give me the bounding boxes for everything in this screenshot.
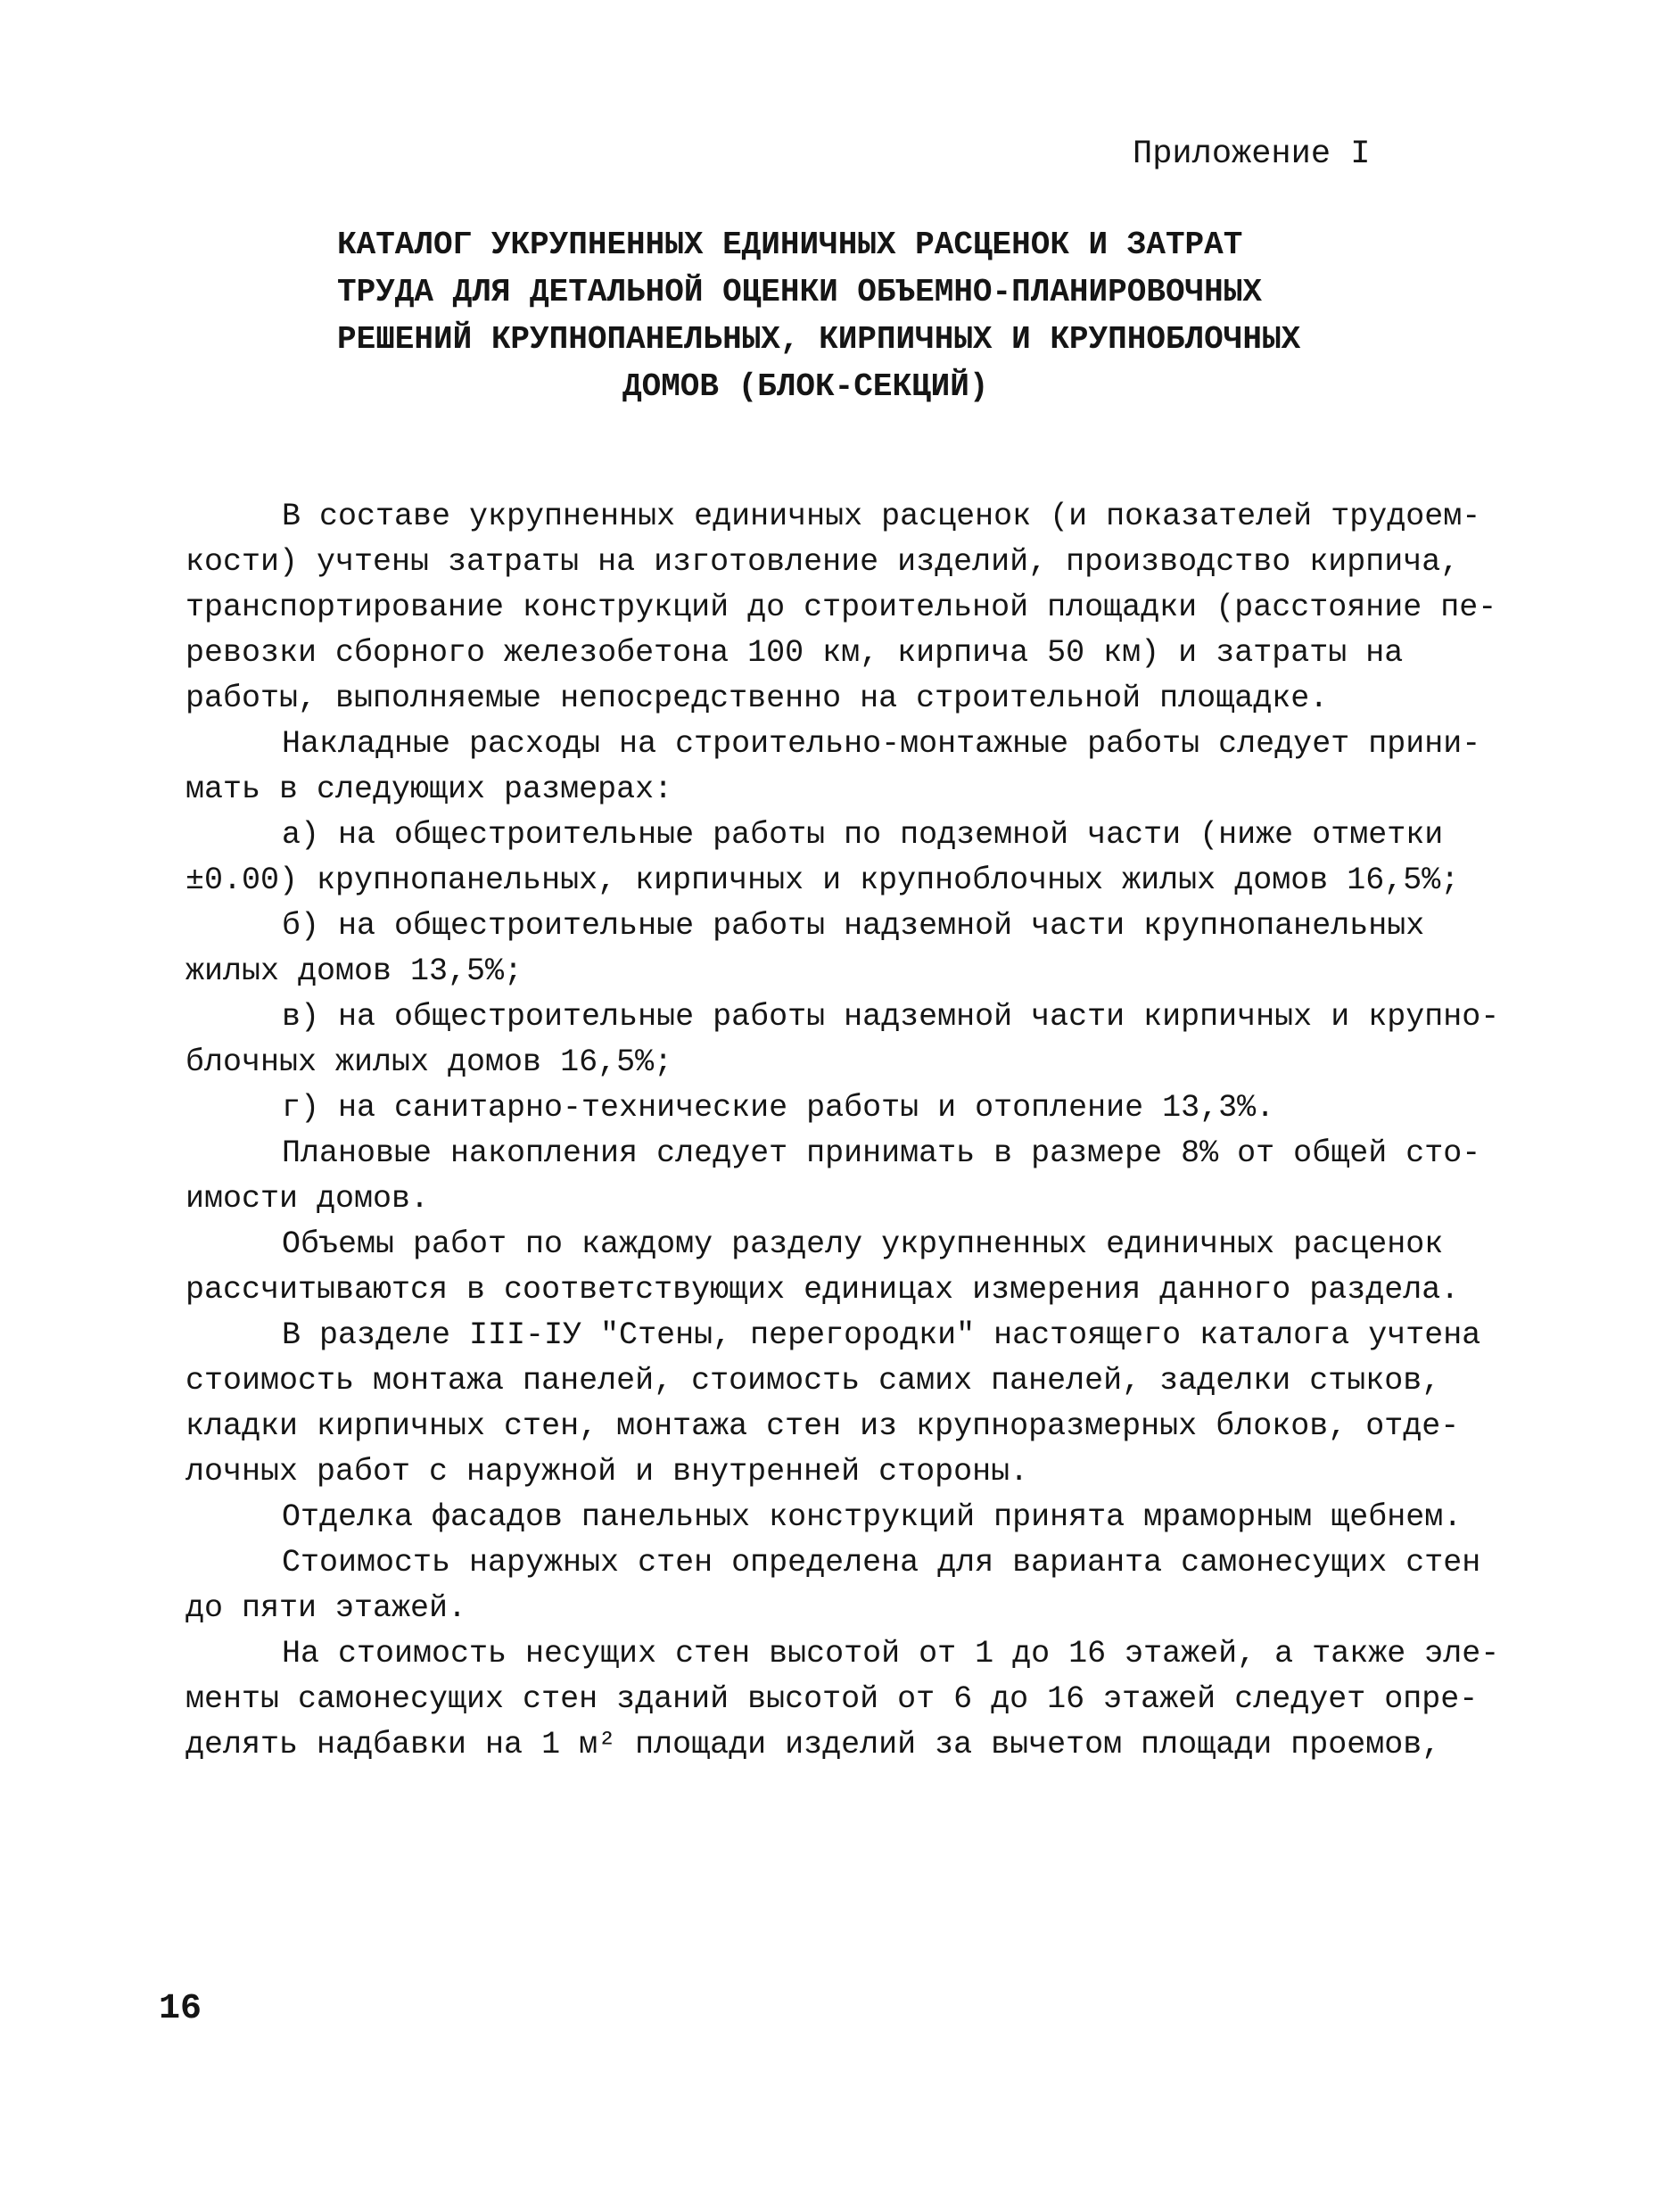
page-number: 16 xyxy=(159,1989,202,2029)
body-line: Стоимость наружных стен определена для варианта самонесущих стен xyxy=(282,1545,1481,1581)
body-line: г) на санитарно-технические работы и отопление 13,3%. xyxy=(282,1090,1275,1126)
body-line: делять надбавки на 1 м² площади изделий за вычетом площади проемов, xyxy=(185,1727,1441,1762)
body-line: В составе укрупненных единичных расценок (и показателей трудоем- xyxy=(282,499,1481,534)
body-line: На стоимость несущих стен высотой от 1 до 16 этажей, а также эле- xyxy=(282,1636,1500,1671)
body-line: рассчитываются в соответствующих единицах измерения данного раздела. xyxy=(185,1272,1460,1308)
appendix-label: Приложение I xyxy=(1133,136,1371,173)
body-line: имости домов. xyxy=(185,1181,430,1217)
body-line: транспортирование конструкций до строительной площадки (расстояние пе- xyxy=(185,590,1497,625)
body-line: ±0.00) крупнопанельных, кирпичных и крупноблочных жилых домов 16,5%; xyxy=(185,863,1460,898)
body-line: стоимость монтажа панелей, стоимость самих панелей, заделки стыков, xyxy=(185,1363,1441,1399)
body-line: мать в следующих размерах: xyxy=(185,772,673,807)
title-line: ДОМОВ (БЛОК-СЕКЦИЙ) xyxy=(622,368,989,405)
title-line: ТРУДА ДЛЯ ДЕТАЛЬНОЙ ОЦЕНКИ ОБЪЕМНО-ПЛАНИРОВОЧНЫХ xyxy=(337,274,1262,310)
body-line: блочных жилых домов 16,5%; xyxy=(185,1044,673,1080)
body-line: Объемы работ по каждому разделу укрупненных единичных расценок xyxy=(282,1226,1444,1262)
body-line: В разделе III-IУ "Стены, перегородки" настоящего каталога учтена xyxy=(282,1317,1481,1353)
body-line: менты самонесущих стен зданий высотой от 6 до 16 этажей следует опре- xyxy=(185,1681,1479,1717)
body-line: лочных работ с наружной и внутренней стороны. xyxy=(185,1454,1029,1490)
body-line: работы, выполняемые непосредственно на строительной площадке. xyxy=(185,681,1329,716)
body-line: а) на общестроительные работы по подземной части (ниже отметки xyxy=(282,817,1444,853)
body-line: кости) учтены затраты на изготовление изделий, производство кирпича, xyxy=(185,544,1460,580)
body-line: Плановые накопления следует принимать в размере 8% от общей сто- xyxy=(282,1135,1481,1171)
body-text xyxy=(185,494,1500,1768)
body-line: в) на общестроительные работы надземной части кирпичных и крупно- xyxy=(282,999,1500,1035)
body-line: б) на общестроительные работы надземной части крупнопанельных xyxy=(282,908,1425,944)
body-line: Отделка фасадов панельных конструкций принята мраморным щебнем. xyxy=(282,1499,1463,1535)
body-line: кладки кирпичных стен, монтажа стен из крупноразмерных блоков, отде- xyxy=(185,1408,1460,1444)
title-line: КАТАЛОГ УКРУПНЕННЫХ ЕДИНИЧНЫХ РАСЦЕНОК И ЗАТРАТ xyxy=(337,227,1243,263)
catalog-title xyxy=(330,221,1300,410)
body-line: ревозки сборного железобетона 100 км, кирпича 50 км) и затраты на xyxy=(185,635,1404,671)
body-line: жилых домов 13,5%; xyxy=(185,953,523,989)
body-line: Накладные расходы на строительно-монтажные работы следует прини- xyxy=(282,726,1481,762)
title-line: РЕШЕНИЙ КРУПНОПАНЕЛЬНЫХ, КИРПИЧНЫХ И КРУПНОБЛОЧНЫХ xyxy=(337,321,1301,358)
body-line: до пяти этажей. xyxy=(185,1590,467,1626)
